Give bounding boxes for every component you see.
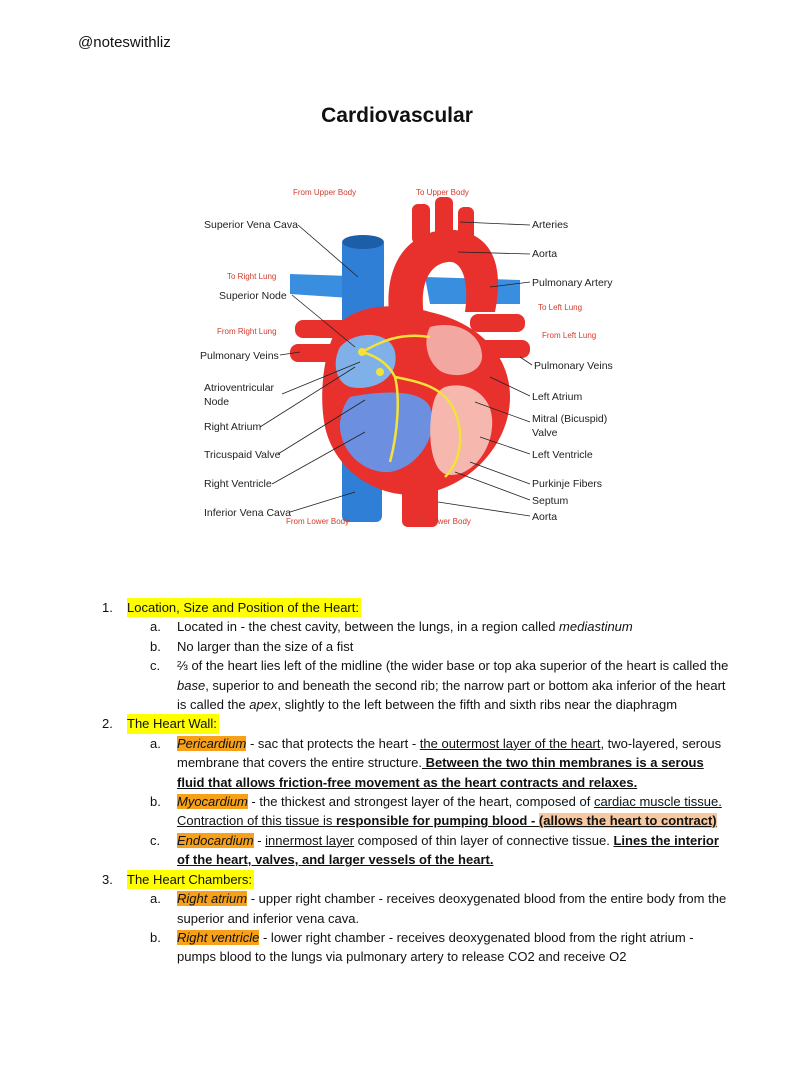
label-purkinje-fibers: Purkinje Fibers — [532, 478, 603, 490]
flow-from-upper-body: From Upper Body — [293, 188, 357, 197]
heart-diagram — [190, 182, 620, 532]
flow-from-left-lung: From Left Lung — [542, 331, 597, 340]
label-pulmonary-veins-left: Pulmonary Veins — [200, 350, 279, 362]
author-handle: @noteswithliz — [78, 34, 171, 51]
svc-opening — [342, 235, 384, 249]
list-item — [102, 889, 732, 928]
label-superior-node: Superior Node — [219, 290, 287, 302]
label-node: Node — [204, 396, 230, 408]
section-2 — [102, 714, 732, 733]
term-highlight: Right atrium — [177, 891, 248, 907]
section-1 — [102, 598, 732, 617]
label-right-atrium: Right Atrium — [204, 421, 262, 433]
section-number: 3. — [102, 871, 113, 887]
section-3 — [102, 870, 732, 889]
flow-to-lower-body: To Lower Body — [418, 517, 471, 526]
heart-illustration — [290, 197, 530, 527]
item-letter: a. — [150, 619, 161, 635]
list-item — [102, 928, 732, 967]
flow-to-right-lung: To Right Lung — [227, 272, 277, 281]
item-text: Myocardium - the thickest and strongest layer of the heart, composed of cardiac muscle tissue. Contraction of this tissue is responsible for pumping blood - (allows the heart to contract) — [177, 794, 722, 829]
highlight-peach: (allows the heart to contract) — [538, 813, 717, 829]
item-text: Right atrium - upper right chamber - receives deoxygenated blood from the entire body from the superior and inferior vena cava. — [177, 891, 727, 926]
label-atrioventricular: Atrioventricular — [204, 382, 275, 394]
item-letter: b. — [150, 929, 161, 945]
item-text: Endocardium - innermost layer composed of thin layer of connective tissue. Lines the interior of the heart, valves, and larger vessels of the heart. — [177, 832, 719, 868]
list-item — [102, 831, 732, 870]
artery-3 — [458, 207, 474, 247]
flow-to-upper-body: To Upper Body — [416, 188, 469, 197]
section-title: Location, Size and Position of the Heart: — [127, 598, 361, 617]
label-aorta-bottom: Aorta — [532, 511, 558, 523]
label-arteries: Arteries — [532, 219, 569, 231]
artery-1 — [412, 204, 430, 244]
item-text: No larger than the size of a fist — [177, 638, 354, 654]
label-left-ventricle: Left Ventricle — [532, 449, 593, 461]
item-text: Located in - the chest cavity, between the lungs, in a region called mediastinum — [177, 619, 633, 635]
item-text: Right ventricle - lower right chamber - receives deoxygenated blood from the right atrium - pumps blood to the lungs via pulmonary artery to release CO2 and receive O2 — [177, 929, 694, 965]
item-letter: c. — [150, 832, 161, 848]
notes-list — [102, 598, 732, 967]
label-mitral-valve: Mitral (Bicuspid) — [532, 413, 608, 425]
label-aorta-top: Aorta — [532, 248, 558, 260]
sa-node — [358, 348, 366, 356]
artery-2 — [435, 197, 453, 242]
section-number: 1. — [102, 600, 113, 615]
item-letter: a. — [150, 891, 161, 907]
label-septum: Septum — [532, 495, 569, 507]
flow-to-left-lung: To Left Lung — [538, 303, 583, 312]
item-letter: a. — [150, 735, 161, 751]
item-letter: b. — [150, 638, 161, 654]
label-inferior-vena-cava: Inferior Vena Cava — [204, 507, 291, 519]
item-letter: b. — [150, 794, 161, 810]
label-superior-vena-cava: Superior Vena Cava — [204, 219, 298, 231]
page-title: Cardiovascular — [321, 104, 473, 127]
flow-from-right-lung: From Right Lung — [217, 327, 277, 336]
label-valve: Valve — [532, 427, 558, 439]
label-pulmonary-veins-right: Pulmonary Veins — [534, 360, 613, 372]
list-item — [102, 734, 732, 792]
pulmonary-vein-right-1 — [470, 314, 525, 332]
item-text: Pericardium - sac that protects the heart - the outermost layer of the heart, two-layered, serous membrane that covers the entire structure. Between the two thin membranes is a serous fluid that allows friction-free movement as the heart contracts and relaxes. — [177, 735, 722, 790]
list-item — [102, 617, 732, 636]
list-item — [102, 656, 732, 714]
section-title: The Heart Chambers: — [127, 870, 254, 889]
label-tricuspaid-valve: Tricuspaid Valve — [204, 449, 281, 461]
label-left-atrium: Left Atrium — [532, 391, 583, 403]
list-item — [102, 792, 732, 831]
item-letter: c. — [150, 658, 161, 674]
term-highlight: Right ventricle — [177, 929, 260, 945]
term-highlight: Endocardium — [177, 832, 254, 848]
item-text: ⅔ of the heart lies left of the midline (the wider base or top aka superior of the heart is called the base, superior to and beneath the second rib; the narrow part or bottom aka inferior of the heart is called the apex, slightly to the left between the fifth and sixth ribs near the diaphragm — [177, 658, 729, 713]
av-node — [376, 368, 384, 376]
section-number: 2. — [102, 716, 113, 732]
term-highlight: Pericardium — [177, 735, 247, 751]
list-item — [102, 637, 732, 656]
label-pulmonary-artery: Pulmonary Artery — [532, 277, 613, 289]
flow-from-lower-body: From Lower Body — [286, 517, 350, 526]
section-title: The Heart Wall: — [127, 714, 219, 733]
term-highlight: Myocardium — [177, 794, 248, 810]
label-right-ventricle: Right Ventricle — [204, 478, 272, 490]
